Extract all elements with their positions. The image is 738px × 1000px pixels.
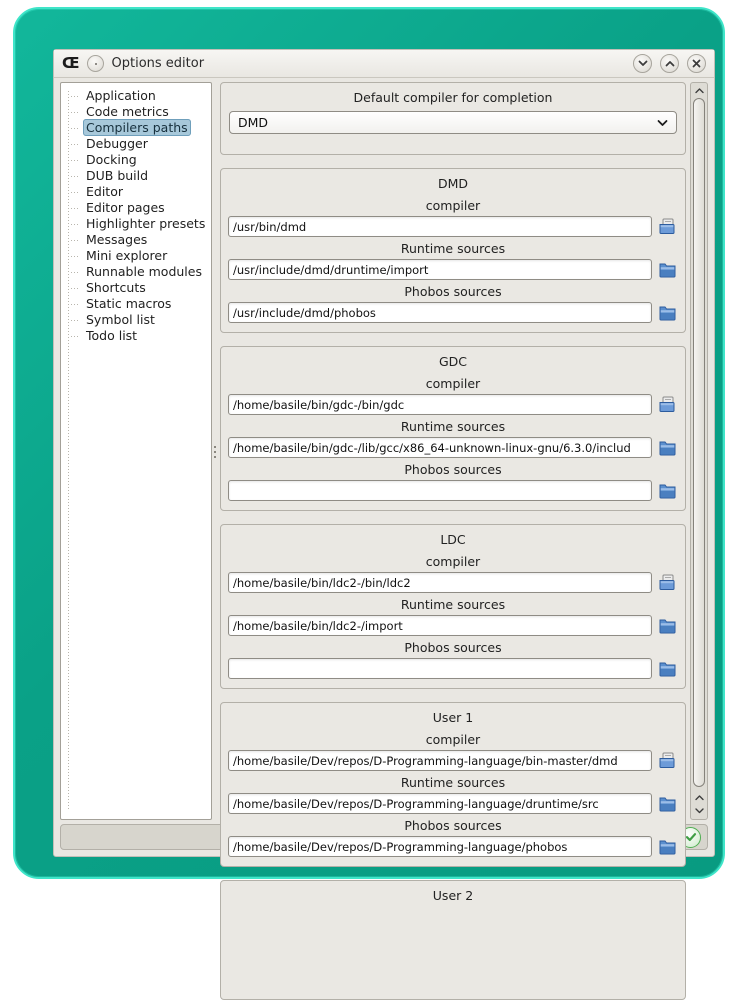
browse-folder-button[interactable]: [658, 304, 678, 322]
shade-button[interactable]: [633, 54, 652, 73]
user2-group: [220, 880, 686, 1000]
gdc-compiler-input[interactable]: [228, 394, 652, 415]
dmd-phobos-input[interactable]: [228, 302, 652, 323]
browse-folder-button[interactable]: [658, 838, 678, 856]
browse-file-button[interactable]: [658, 218, 678, 236]
browse-folder-button[interactable]: [658, 439, 678, 457]
sidebar-item-dub-build[interactable]: DUB build: [63, 168, 209, 184]
open-folder-icon: [658, 483, 678, 499]
group-title: DMD: [437, 176, 469, 191]
app-logo-icon: Œ: [62, 54, 79, 72]
dmd-compiler-input[interactable]: [228, 216, 652, 237]
browse-folder-button[interactable]: [658, 261, 678, 279]
group-title: User 2: [432, 888, 474, 903]
options-category-tree[interactable]: [60, 82, 212, 820]
sidebar-item-editor-pages[interactable]: Editor pages: [63, 200, 209, 216]
open-folder-icon: [658, 796, 678, 812]
browse-folder-button[interactable]: [658, 795, 678, 813]
phobos-sources-label: Phobos sources: [404, 284, 502, 299]
scroll-up-icon[interactable]: [691, 84, 707, 97]
group-title: GDC: [438, 354, 468, 369]
scroll-down-icon[interactable]: [691, 804, 707, 817]
field-row: [221, 216, 685, 237]
phobos-sources-label: Phobos sources: [404, 640, 502, 655]
compiler-label: compiler: [425, 554, 481, 569]
close-button[interactable]: [687, 54, 706, 73]
field-row: [221, 750, 685, 771]
unshade-button[interactable]: [660, 54, 679, 73]
open-folder-icon: [658, 839, 678, 855]
browse-folder-button[interactable]: [658, 660, 678, 678]
open-file-icon: [658, 218, 678, 235]
sidebar-item-application[interactable]: Application: [63, 88, 209, 104]
field-row: [221, 480, 685, 501]
gdc-runtime-input[interactable]: [228, 437, 652, 458]
window-frame: [13, 7, 725, 903]
runtime-sources-label: Runtime sources: [400, 775, 506, 790]
splitter-grip-icon: [214, 451, 216, 453]
phobos-sources-label: Phobos sources: [404, 818, 502, 833]
browse-folder-button[interactable]: [658, 482, 678, 500]
open-file-icon: [658, 396, 678, 413]
open-file-icon: [658, 574, 678, 591]
browse-file-button[interactable]: [658, 574, 678, 592]
default-compiler-group: [220, 82, 686, 155]
gdc-phobos-input[interactable]: [228, 480, 652, 501]
default-compiler-value: DMD: [238, 115, 269, 130]
title-bar[interactable]: [54, 50, 714, 78]
field-row: [221, 615, 685, 636]
user1-runtime-input[interactable]: [228, 793, 652, 814]
field-row: [221, 437, 685, 458]
pin-button[interactable]: [87, 55, 104, 72]
open-folder-icon: [658, 618, 678, 634]
sidebar-item-shortcuts[interactable]: Shortcuts: [63, 280, 209, 296]
vertical-scrollbar[interactable]: [690, 82, 708, 820]
field-row: [221, 259, 685, 280]
field-row: [221, 658, 685, 679]
scrollbar-thumb[interactable]: [693, 98, 705, 787]
phobos-sources-label: Phobos sources: [404, 462, 502, 477]
scroll-up-icon[interactable]: [691, 791, 707, 804]
sidebar-item-code-metrics[interactable]: Code metrics: [63, 104, 209, 120]
sidebar-item-runnable-modules[interactable]: Runnable modules: [63, 264, 209, 280]
field-row: [221, 836, 685, 857]
sidebar-item-messages[interactable]: Messages: [63, 232, 209, 248]
window-title: Options editor: [111, 56, 205, 71]
sidebar-splitter[interactable]: [212, 82, 220, 820]
compiler-label: compiler: [425, 376, 481, 391]
browse-file-button[interactable]: [658, 396, 678, 414]
sidebar-item-compilers-paths[interactable]: Compilers paths: [63, 120, 209, 136]
runtime-sources-label: Runtime sources: [400, 419, 506, 434]
gdc-group: [220, 346, 686, 511]
ldc-phobos-input[interactable]: [228, 658, 652, 679]
options-editor-window: [53, 49, 715, 903]
sidebar-item-mini-explorer[interactable]: Mini explorer: [63, 248, 209, 264]
sidebar-item-editor[interactable]: Editor: [63, 184, 209, 200]
sidebar-item-docking[interactable]: Docking: [63, 152, 209, 168]
field-row: [221, 572, 685, 593]
open-folder-icon: [658, 262, 678, 278]
compilers-paths-panel: [220, 82, 708, 903]
field-row: [221, 302, 685, 323]
open-folder-icon: [658, 440, 678, 456]
chevron-up-icon: [665, 60, 675, 67]
default-compiler-select[interactable]: [229, 111, 677, 134]
browse-file-button[interactable]: [658, 752, 678, 770]
sidebar-item-todo-list[interactable]: Todo list: [63, 328, 209, 344]
compilers-groups: [220, 82, 686, 903]
dmd-group: [220, 168, 686, 333]
accept-icon: [685, 830, 697, 845]
default-compiler-title: Default compiler for completion: [353, 90, 553, 105]
compiler-label: compiler: [425, 732, 481, 747]
chevron-down-icon: [638, 60, 648, 67]
sidebar-item-highlighter-presets[interactable]: Highlighter presets: [63, 216, 209, 232]
open-folder-icon: [658, 661, 678, 677]
field-row: [221, 394, 685, 415]
sidebar-item-symbol-list[interactable]: Symbol list: [63, 312, 209, 328]
runtime-sources-label: Runtime sources: [400, 241, 506, 256]
user1-compiler-input[interactable]: [228, 750, 652, 771]
sidebar-item-static-macros[interactable]: Static macros: [63, 296, 209, 312]
open-file-icon: [658, 752, 678, 769]
compiler-label: compiler: [425, 198, 481, 213]
runtime-sources-label: Runtime sources: [400, 597, 506, 612]
ldc-compiler-input[interactable]: [228, 572, 652, 593]
close-icon: [692, 59, 701, 68]
ldc-runtime-input[interactable]: [228, 615, 652, 636]
user1-phobos-input[interactable]: [228, 836, 652, 857]
dmd-runtime-input[interactable]: [228, 259, 652, 280]
field-row: [221, 793, 685, 814]
open-folder-icon: [658, 305, 678, 321]
sidebar-item-debugger[interactable]: Debugger: [63, 136, 209, 152]
browse-folder-button[interactable]: [658, 617, 678, 635]
content-area: [54, 78, 714, 903]
ldc-group: [220, 524, 686, 689]
group-title: User 1: [432, 710, 474, 725]
chevron-down-icon: [657, 115, 668, 130]
user1-group: [220, 702, 686, 867]
group-title: LDC: [440, 532, 466, 547]
